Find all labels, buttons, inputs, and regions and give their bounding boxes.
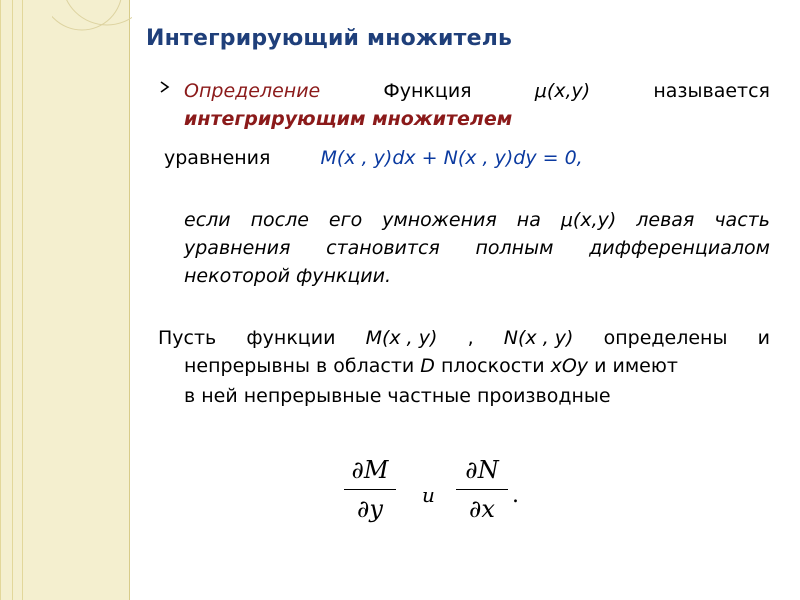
cond-word: левая: [636, 209, 695, 231]
assume-text: плоскости: [434, 355, 551, 377]
plane-xOy: xOy: [550, 355, 589, 377]
cond-word: часть: [714, 209, 770, 231]
cond-word: умножения: [382, 209, 497, 231]
function-word: Функция: [383, 80, 472, 102]
assume-text: и имеют: [588, 355, 678, 377]
fraction-numerator: ∂M: [351, 456, 389, 484]
condition-line-3: некоторой функции.: [184, 265, 392, 287]
cond-word: полным: [475, 237, 554, 259]
cond-word: дифференциалом: [589, 237, 770, 259]
equation-label: уравнения: [164, 147, 271, 169]
formula-period: .: [512, 483, 519, 508]
slide-title: Интегрирующий множитель: [146, 26, 513, 51]
fraction-bar: [344, 489, 396, 490]
condition-line-2: [184, 233, 770, 263]
definition-term: интегрирующим множителем: [184, 108, 513, 130]
mu-symbol: μ(x,y): [534, 80, 591, 102]
cond-word: на: [516, 209, 541, 231]
called-word: называется: [653, 80, 770, 102]
domain-D: D: [420, 355, 435, 377]
cond-word: его: [328, 209, 363, 231]
assume-word: Пусть: [158, 327, 217, 349]
function-N: N(x , y): [503, 327, 574, 349]
fraction-dM-dy: [340, 455, 400, 524]
arrow-bullet-icon: [158, 80, 172, 94]
cond-word: если: [184, 209, 231, 231]
assumption-line-1: [158, 323, 770, 353]
cond-word: после: [250, 209, 309, 231]
fraction-numerator: ∂N: [465, 456, 499, 484]
assumption-line-2: [184, 351, 770, 381]
cond-mu: μ(x,y): [560, 209, 617, 231]
fraction-bar: [456, 489, 508, 490]
equation-line: [164, 143, 583, 173]
differential-equation: M(x , y)dx + N(x , y)dy = 0,: [320, 147, 583, 169]
cond-word: уравнения: [184, 237, 291, 259]
assumption-line-3: в ней непрерывные частные производные: [184, 385, 611, 407]
corner-ornament-icon: [52, 0, 132, 80]
function-M: M(x , y): [365, 327, 438, 349]
fraction-denominator: ∂x: [469, 495, 495, 523]
partial-derivatives-formula: [340, 455, 540, 545]
cond-word: становится: [326, 237, 440, 259]
assume-word: функции: [246, 327, 336, 349]
fraction-denominator: ∂y: [357, 495, 383, 523]
assume-word: определены: [603, 327, 728, 349]
condition-line-1: [184, 205, 770, 235]
assume-word: и: [757, 327, 770, 349]
conjunction: и: [422, 483, 435, 507]
decorative-sidebar-band: [0, 0, 130, 600]
definition-label: Определение: [184, 80, 321, 102]
fraction-dN-dx: [452, 455, 512, 524]
comma: ,: [467, 327, 474, 349]
assume-text: непрерывны в области: [184, 355, 421, 377]
definition-line-1: [184, 76, 770, 106]
